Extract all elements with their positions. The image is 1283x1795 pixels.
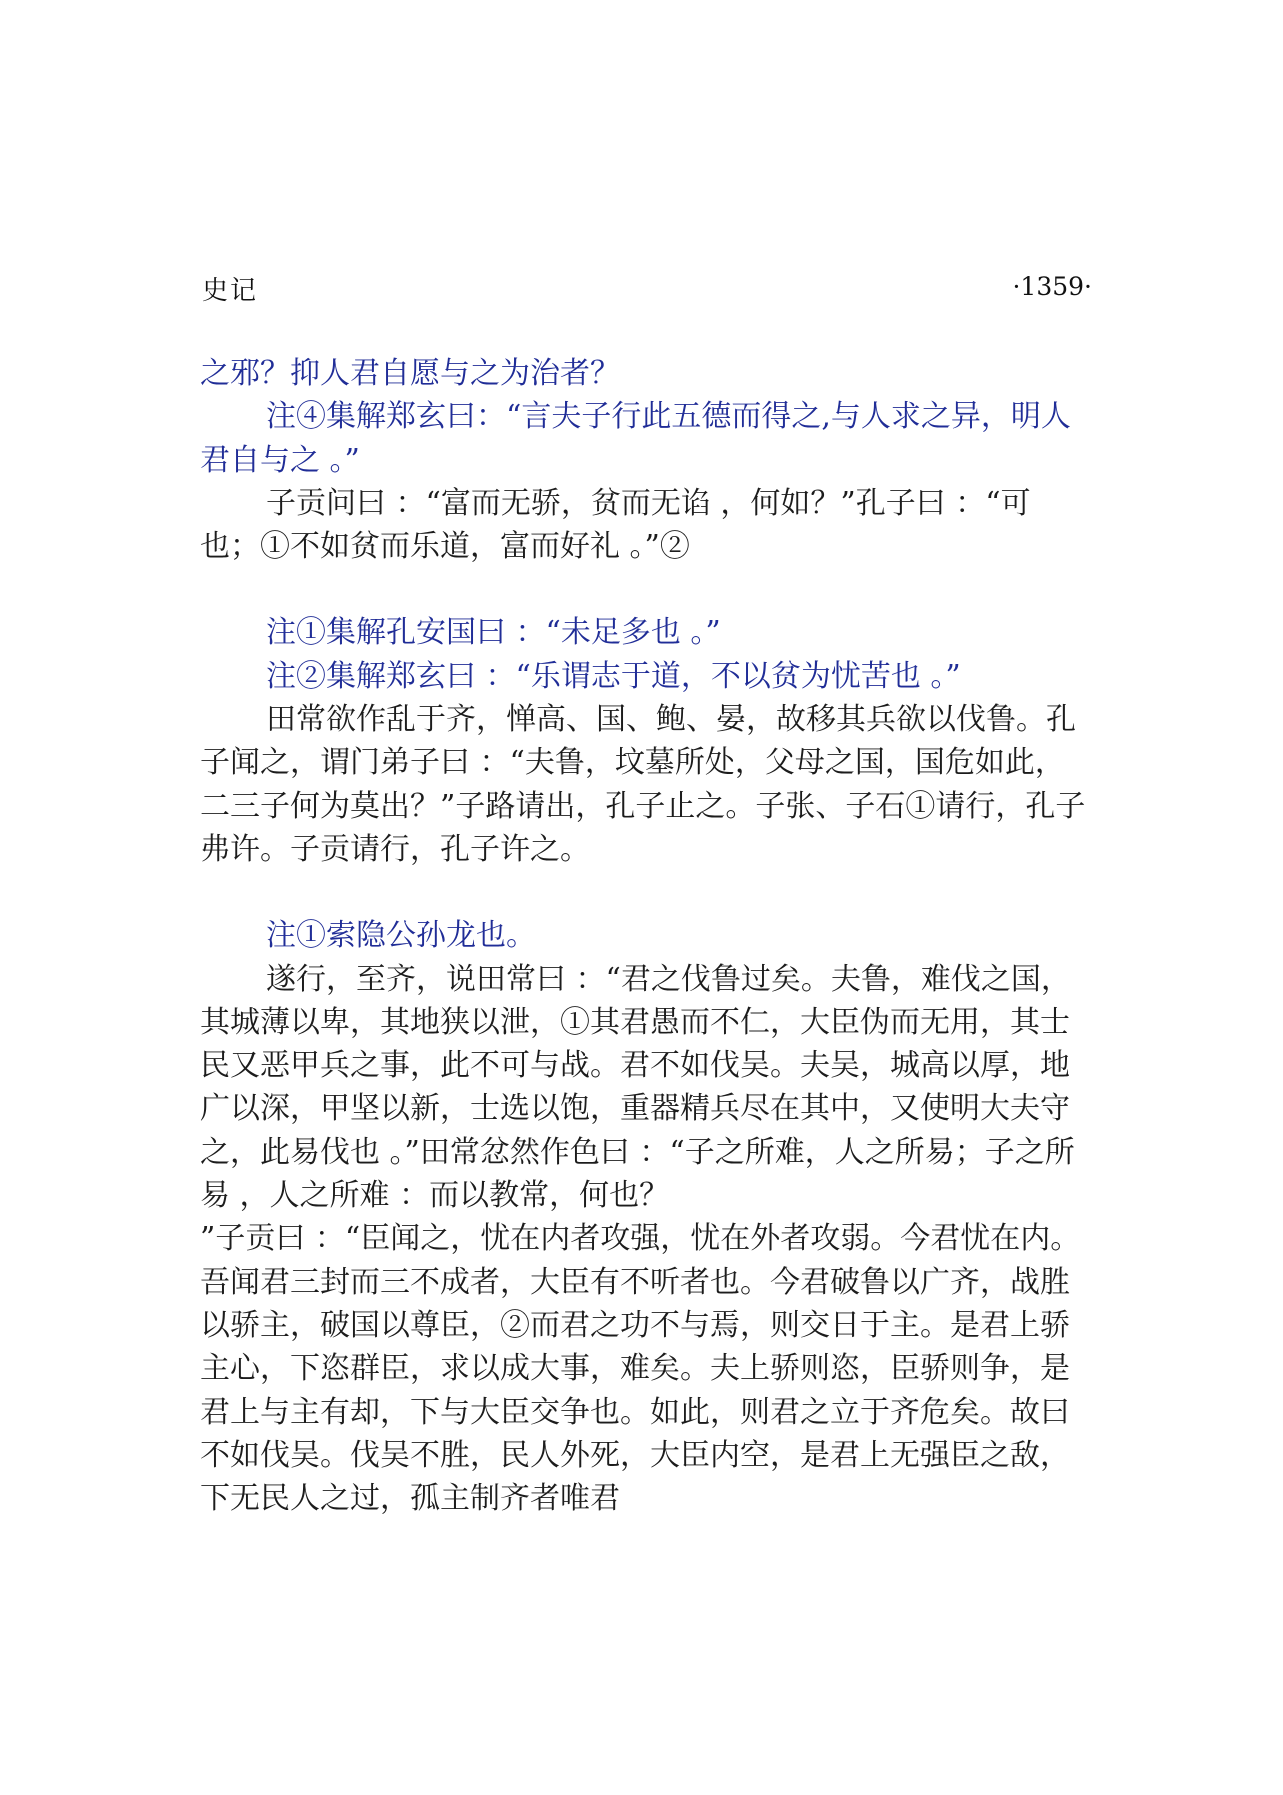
paragraph-suixing-continued: ”子贡曰 ：“臣闻之，忧在内者攻强，忧在外者攻弱。今君忧在内。吾闻君三封而三不成者，大臣有不听者也。今君破鲁以广齐，战胜以骄主，破国以尊臣，②而君之功不与焉，则交日于主。是君上骄主心，下恣群臣，求以成大事，难矣。夫上骄则恣，臣骄则争，是君上与主有却，下与大臣交争也。如此，则君之立于齐危矣。故曰不如伐吴。伐吴不胜，民人外死，大臣内空，是君上无强臣之敌，下无民人之过，孤主制齐者唯君	[200, 1221, 1081, 1517]
note-continuation: 之邪？抑人君自愿与之为治者？	[200, 356, 620, 391]
note-2-zheng-xuan: 注②集解郑玄曰 ：“乐谓志于道，不以贫为忧苦也 。”	[266, 658, 961, 694]
page-number: ·1359·	[1012, 272, 1092, 301]
note-4-zheng-xuan: 注④集解郑玄曰：“言夫子行此五德而得之,与人求之异，明人君自与之 。”	[200, 399, 1071, 478]
paragraph-suixing: 遂行，至齐，说田常曰 ：“君之伐鲁过矣。夫鲁，难伐之国，其城薄以卑，其地狭以泄，①其君愚而不仁，大臣伪而无用，其士民又恶甲兵之事，此不可与战。君不如伐吴。夫吴，城高以厚，地广以深，甲坚以新，士选以饱，重器精兵尽在其中，又使明大夫守之，此易伐也 。”田常忿然作色曰 ：“子之所难，人之所易；子之所易 ，人之所难 ：而以教常，何也？	[200, 961, 1075, 1214]
paragraph-gap	[200, 568, 1090, 611]
page-body	[200, 352, 1090, 1520]
paragraph-gap	[200, 871, 1090, 914]
running-head-title: 史记	[202, 276, 259, 306]
paragraph-zigong-question: 子贡问曰 ：“富而无骄，贫而无谄 ，何如？”孔子曰 ：“可也；①不如贫而乐道，富而好礼 。”②	[200, 485, 1031, 565]
paragraph-tianchang: 田常欲作乱于齐，惮高、国、鲍、晏，故移其兵欲以伐鲁。孔子闻之，谓门弟子曰 ：“夫鲁，坟墓所处，父母之国，国危如此，二三子何为莫出？”子路请出，孔子止之。子张、子石①请行，孔子弗许。子贡请行，孔子许之。	[200, 702, 1086, 867]
note-1-suoyin: 注①索隐公孙龙也。	[266, 918, 536, 954]
note-1-kong-anguo: 注①集解孔安国曰 ：“未足多也 。”	[266, 615, 721, 651]
